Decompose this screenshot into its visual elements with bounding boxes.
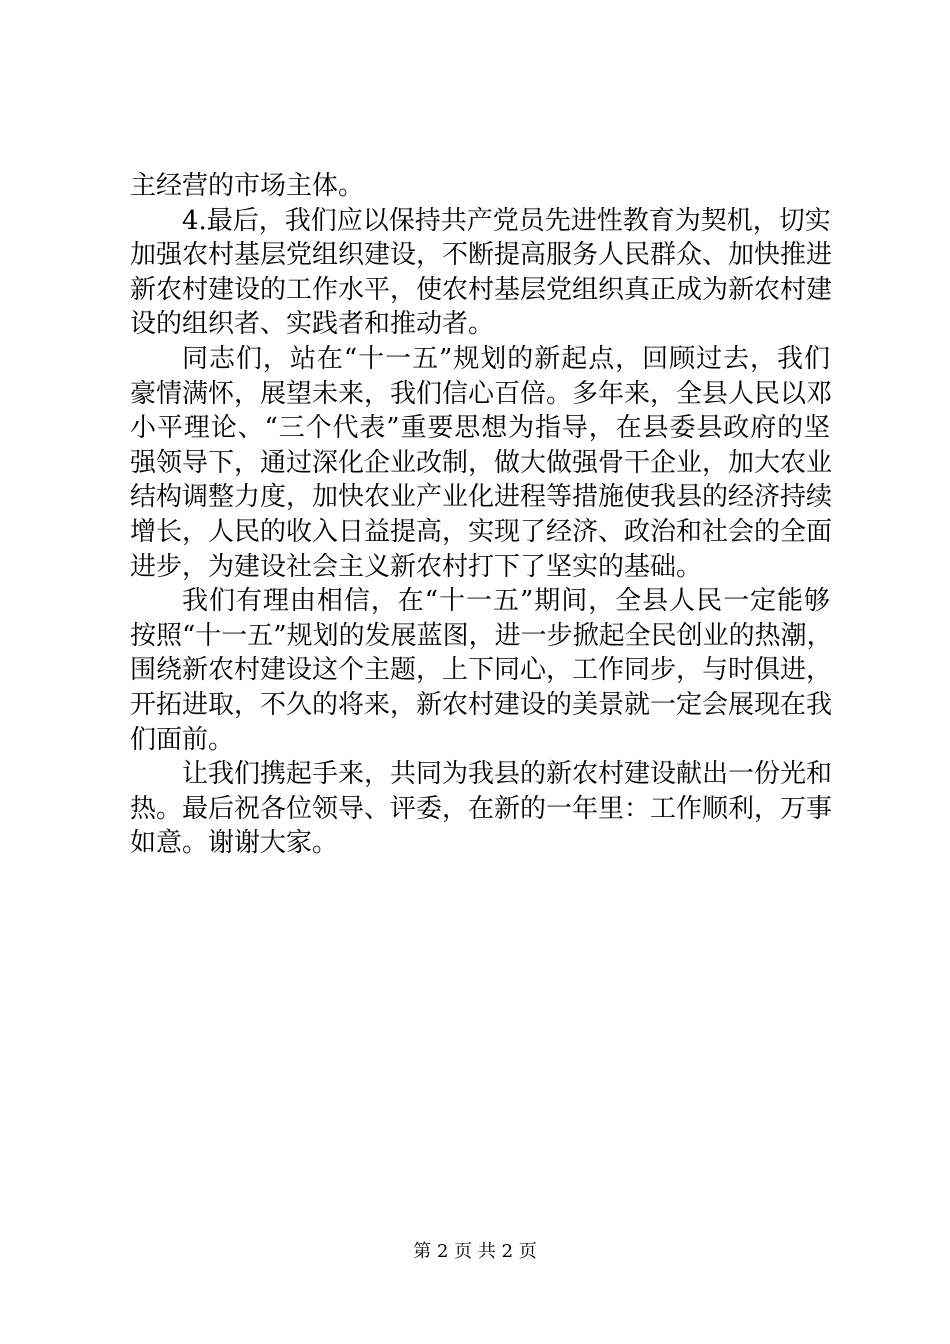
- paragraph-line: 开拓进取，不久的将来，新农村建设的美景就一定会展现在我: [130, 689, 833, 720]
- paragraph-line: 新农村建设的工作水平，使农村基层党组织真正成为新农村建: [130, 274, 833, 305]
- paragraph-line: 按照“十一五”规划的发展蓝图，进一步掀起全民创业的热潮，: [130, 620, 833, 651]
- paragraph-line: 主经营的市场主体。: [130, 171, 365, 201]
- paragraph-line: 如意。谢谢大家。: [130, 828, 339, 859]
- paragraph-line: 增长，人民的收入日益提高，实现了经济、政治和社会的全面: [130, 516, 833, 547]
- paragraph-line: 设的组织者、实践者和推动者。: [130, 309, 495, 340]
- paragraph-line: 加强农村基层党组织建设，不断提高服务人民群众、加快推进: [130, 240, 833, 271]
- page-number-footer: 第 2 页 共 2 页: [413, 1241, 537, 1262]
- paragraph-line: 结构调整力度，加快农业产业化进程等措施使我县的经济持续: [130, 482, 833, 513]
- paragraph-line: 围绕新农村建设这个主题，上下同心，工作同步，与时俱进，: [130, 655, 833, 686]
- paragraph-line: 强领导下，通过深化企业改制，做大做强骨干企业，加大农业: [130, 447, 833, 478]
- paragraph-line: 4.最后，我们应以保持共产党员先进性教育为契机，切实: [182, 205, 831, 236]
- paragraph-line: 进步，为建设社会主义新农村打下了坚实的基础。: [130, 551, 703, 582]
- paragraph-line: 同志们，站在“十一五”规划的新起点，回顾过去，我们: [182, 343, 830, 374]
- paragraph-line: 热。最后祝各位领导、评委，在新的一年里：工作顺利，万事: [130, 793, 833, 824]
- paragraph-line: 小平理论、“三个代表”重要思想为指导，在县委县政府的坚: [130, 413, 830, 444]
- paragraph-line: 们面前。: [130, 724, 235, 755]
- paragraph-line: 豪情满怀，展望未来，我们信心百倍。多年来，全县人民以邓: [130, 378, 833, 409]
- paragraph-line: 让我们携起手来，共同为我县的新农村建设献出一份光和: [182, 759, 833, 790]
- paragraph-line: 我们有理由相信，在“十一五”期间，全县人民一定能够: [182, 586, 830, 617]
- document-body: [130, 169, 833, 861]
